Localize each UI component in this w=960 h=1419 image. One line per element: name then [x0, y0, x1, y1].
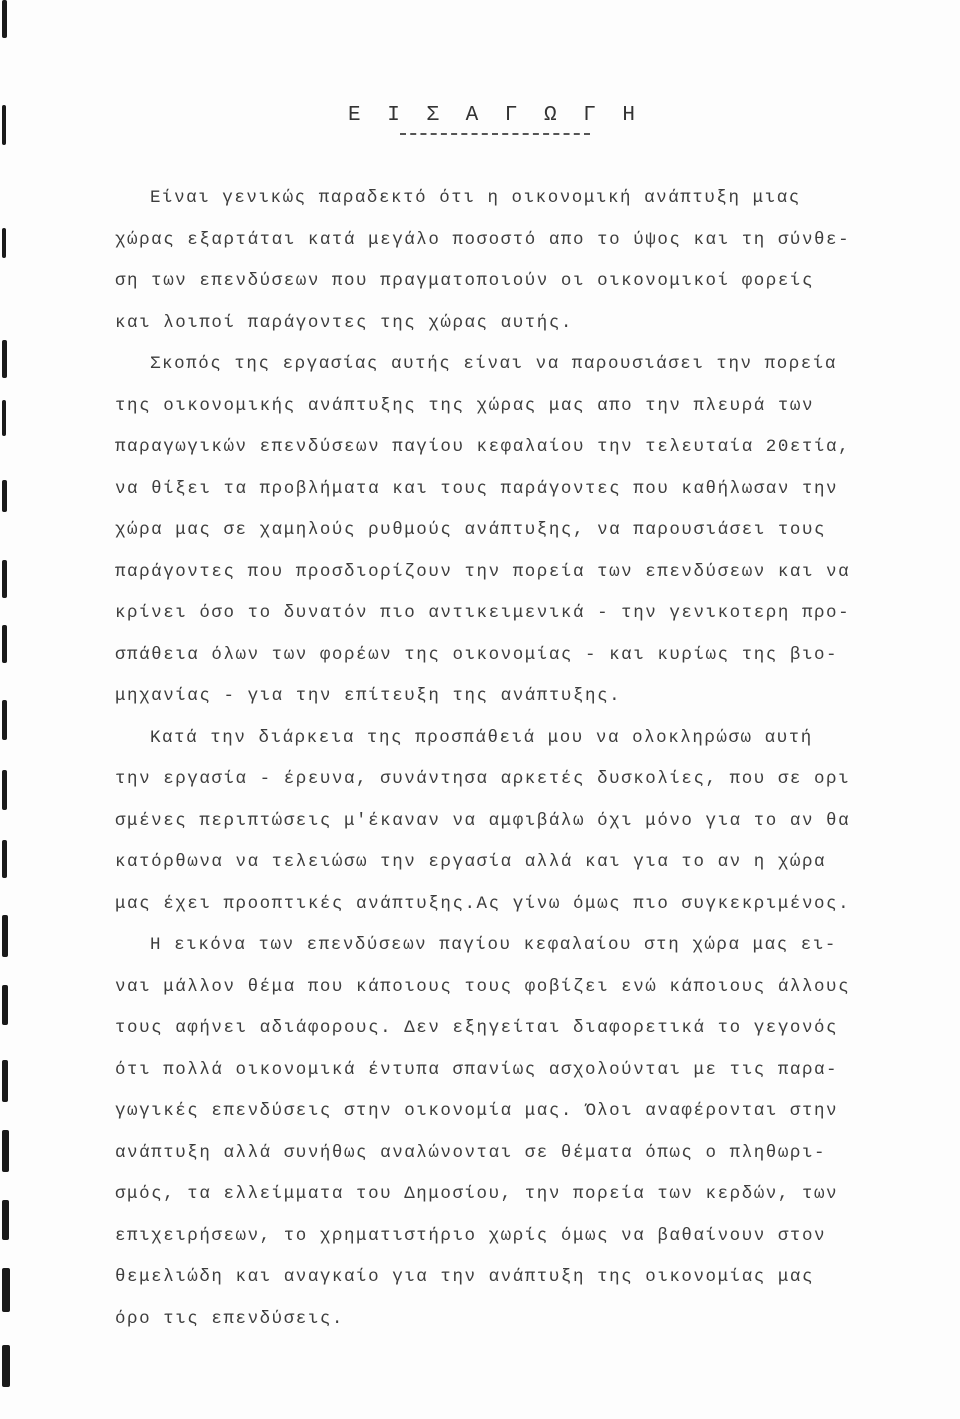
binding-mark: [2, 228, 6, 258]
binding-mark: [2, 1268, 10, 1312]
text-line: σμένες περιπτώσεις μ'έκαναν να αμφιβάλω όχι μόνο για το αν θα: [115, 810, 851, 831]
paragraph-first-line: Η εικόνα των επενδύσεων παγίου κεφαλαίου στη χώρα μας ει-: [150, 935, 837, 955]
text-line: τους αφήνει αδιάφορους. Δεν εξηγείται διαφορετικά το γεγονός: [115, 1018, 839, 1038]
text-line: κρίνει όσο το δυνατόν πιο αντικειμενικά - την γενικοτερη προ-: [115, 603, 851, 623]
text-line: να θίξει τα προβλήματα και τους παράγοντες που καθήλωσαν την: [115, 478, 839, 499]
text-line: γωγικές επενδύσεις στην οικονομία μας. Όλοι αναφέρονται στην: [115, 1101, 839, 1121]
text-line: σμός, τα ελλείμματα του Δημοσίου, την πορεία των κερδών, των: [115, 1184, 839, 1204]
binding-mark: [2, 1130, 9, 1172]
text-line: χώρα μας σε χαμηλούς ρυθμούς ανάπτυξης, να παρουσιάσει τους: [115, 520, 827, 540]
paragraph-first-line: Είναι γενικώς παραδεκτό ότι η οικονομική ανάπτυξη μιας: [150, 188, 801, 208]
binding-mark: [2, 625, 7, 663]
binding-mark: [2, 1060, 8, 1102]
text-line: θεμελιώδη και αναγκαίο για την ανάπτυξη της οικονομίας μας: [115, 1267, 814, 1287]
body-text: [115, 178, 885, 1340]
text-line: μας έχει προοπτικές ανάπτυξης.Ας γίνω όμως πιο συγκεκριμένος.: [115, 893, 851, 914]
binding-mark: [2, 0, 7, 38]
text-line: της οικονομικής ανάπτυξης της χώρας μας απο την πλευρά των: [115, 395, 814, 416]
text-line: ότι πολλά οικονομικά έντυπα σπανίως ασχολούνται με τις παρα-: [115, 1059, 839, 1080]
text-line: όρο τις επενδύσεις.: [115, 1308, 344, 1329]
text-line: ναι μάλλον θέμα που κάποιους τους φοβίζει ενώ κάποιους άλλους: [115, 976, 851, 997]
binding-mark: [2, 770, 7, 810]
binding-mark: [2, 480, 7, 512]
binding-mark: [2, 700, 7, 740]
binding-mark: [2, 985, 8, 1025]
binding-mark: [2, 340, 7, 378]
text-line: την εργασία - έρευνα, συνάντησα αρκετές δυσκολίες, που σε ορι: [115, 769, 851, 789]
text-line: ση των επενδύσεων που πραγματοποιούν οι οικονομικοί φορείς: [115, 271, 814, 291]
page-title: Ε Ι Σ Α Γ Ω Γ Η: [347, 104, 643, 127]
binding-mark: [2, 400, 6, 436]
binding-mark: [2, 1345, 10, 1387]
binding-mark: [2, 1200, 9, 1240]
text-line: ανάπτυξη αλλά συνήθως αναλώνονται σε θέματα όπως ο πληθωρι-: [115, 1142, 827, 1163]
text-line: κατόρθωνα να τελειώσω την εργασία αλλά και για το αν η χώρα: [115, 852, 827, 872]
text-line: χώρας εξαρτάται κατά μεγάλο ποσοστό απο το ύψος και τη σύνθε-: [115, 229, 851, 250]
paragraph-first-line: Σκοπός της εργασίας αυτής είναι να παρουσιάσει την πορεία: [150, 354, 837, 374]
text-line: παράγοντες που προσδιορίζουν την πορεία των επενδύσεων και να: [115, 561, 851, 582]
text-line: σπάθεια όλων των φορέων της οικονομίας - και κυρίως της βιο-: [115, 644, 839, 665]
text-line: μηχανίας - για την επίτευξη της ανάπτυξης.: [115, 686, 622, 706]
binding-marks: [0, 0, 14, 1419]
paragraph-first-line: Κατά την διάρκεια της προσπάθειά μου να ολοκληρώσω αυτή: [150, 727, 813, 748]
binding-mark: [2, 560, 7, 598]
binding-mark: [2, 840, 7, 878]
binding-mark: [2, 915, 8, 957]
title-underline: [400, 133, 590, 135]
text-line: και λοιποί παράγοντες της χώρας αυτής.: [115, 312, 573, 333]
text-line: παραγωγικών επενδύσεων παγίου κεφαλαίου την τελευταία 20ετία,: [115, 437, 851, 457]
text-line: επιχειρήσεων, το χρηματιστήριο χωρίς όμως να βαθαίνουν στον: [115, 1225, 827, 1246]
